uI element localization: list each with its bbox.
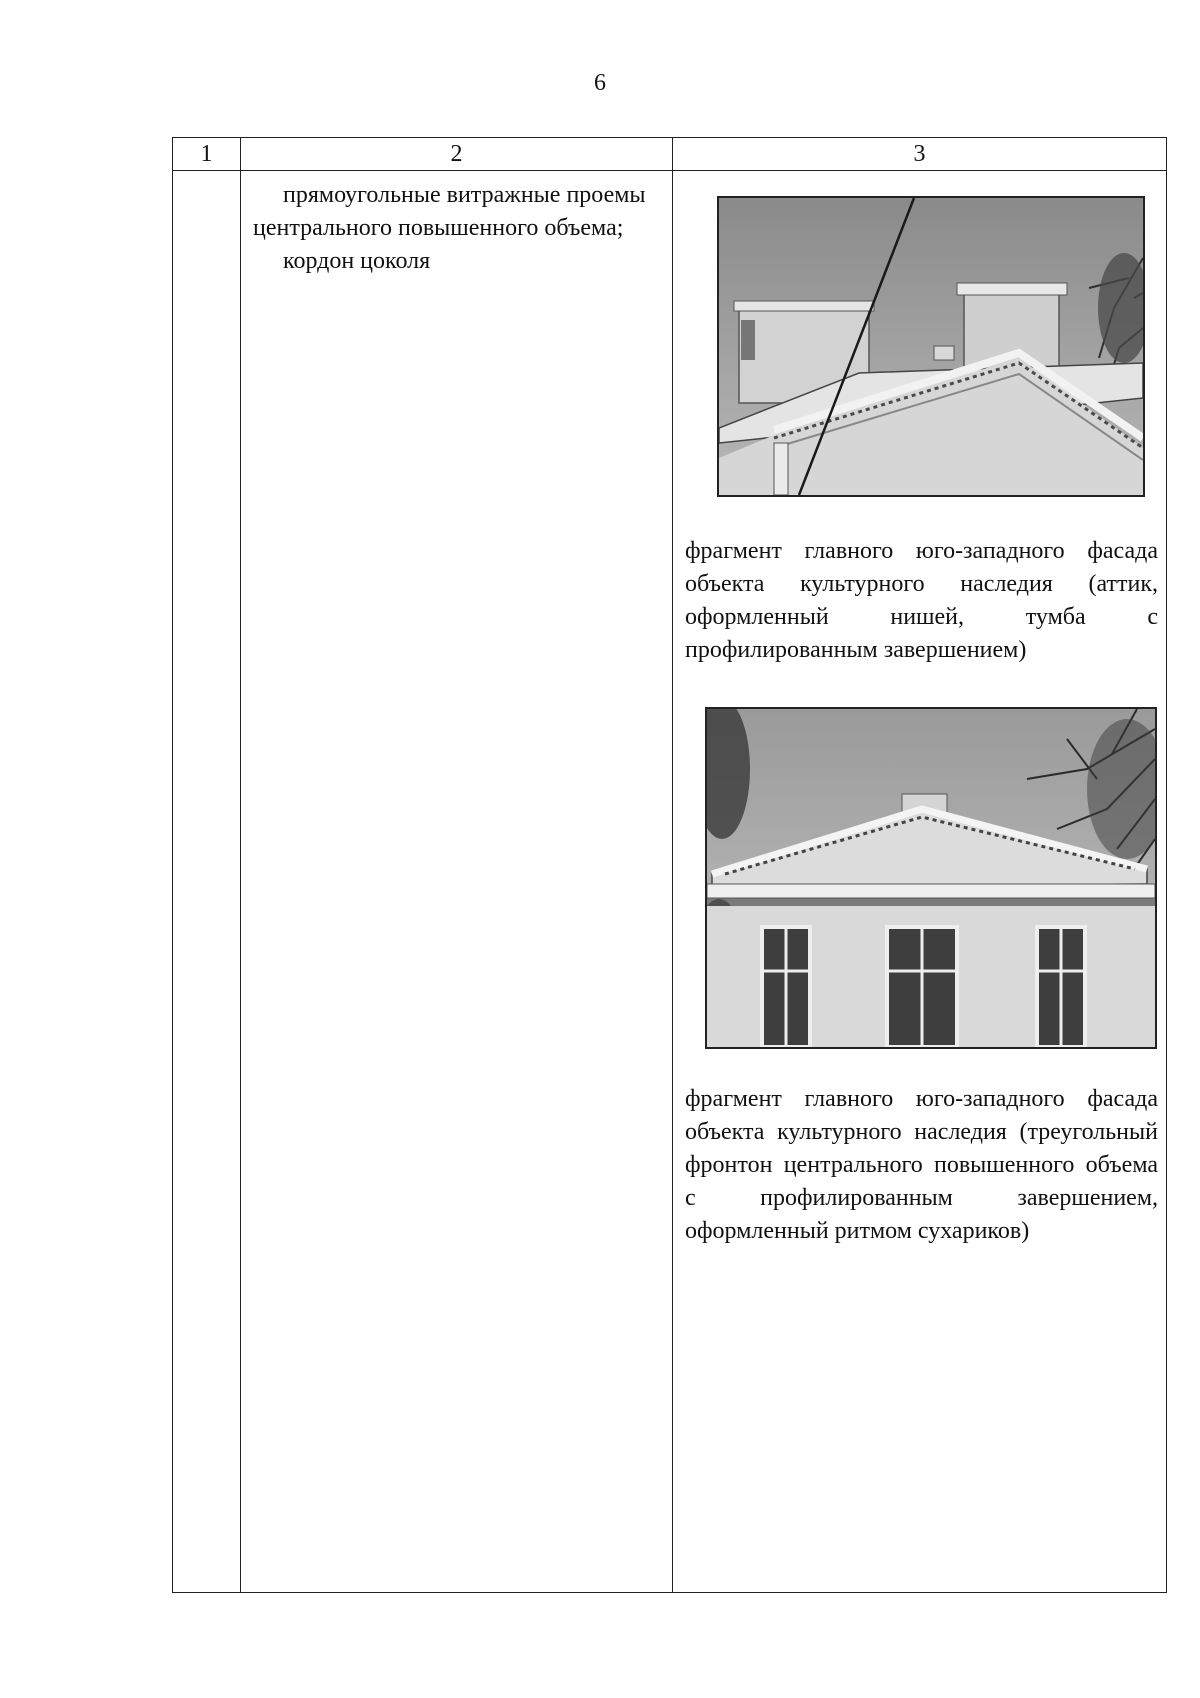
photo1-caption: фрагмент главного юго-западного фасада объекта культурного наследия (аттик, оформленный нишей, тумба с профилированным завершением) (685, 538, 1158, 663)
facade-photo-pediment (705, 707, 1157, 1049)
table-header-row (173, 138, 1167, 171)
header-col-2: 2 (241, 138, 673, 171)
facade-photo-attic (717, 196, 1145, 497)
column (774, 443, 788, 495)
page-number: 6 (594, 70, 606, 96)
attic-left-cornice (734, 301, 874, 311)
chimney (934, 346, 954, 360)
pedestal-cornice (957, 283, 1067, 295)
photo2-caption: фрагмент главного юго-западного фасада объекта культурного наследия (треугольный фронтон центрального повышенного объема с профилированным завершением, оформленный ритмом сухариков) (685, 1086, 1158, 1244)
header-col-1: 1 (173, 138, 241, 171)
description-paragraph-2: кордон цоколя (283, 248, 431, 274)
cell-photos (673, 171, 1167, 1593)
table-row (173, 171, 1167, 1593)
description-paragraph-1: прямоугольные витражные проемы центрального повышенного объема; (253, 182, 646, 241)
cell-description (241, 171, 673, 1593)
document-table (172, 137, 1167, 1593)
entablature (707, 884, 1155, 898)
cell-number (173, 171, 241, 1593)
frieze-dentils (707, 898, 1155, 906)
header-col-3: 3 (673, 138, 1167, 171)
windows (762, 927, 1085, 1047)
attic-niche (741, 320, 755, 360)
